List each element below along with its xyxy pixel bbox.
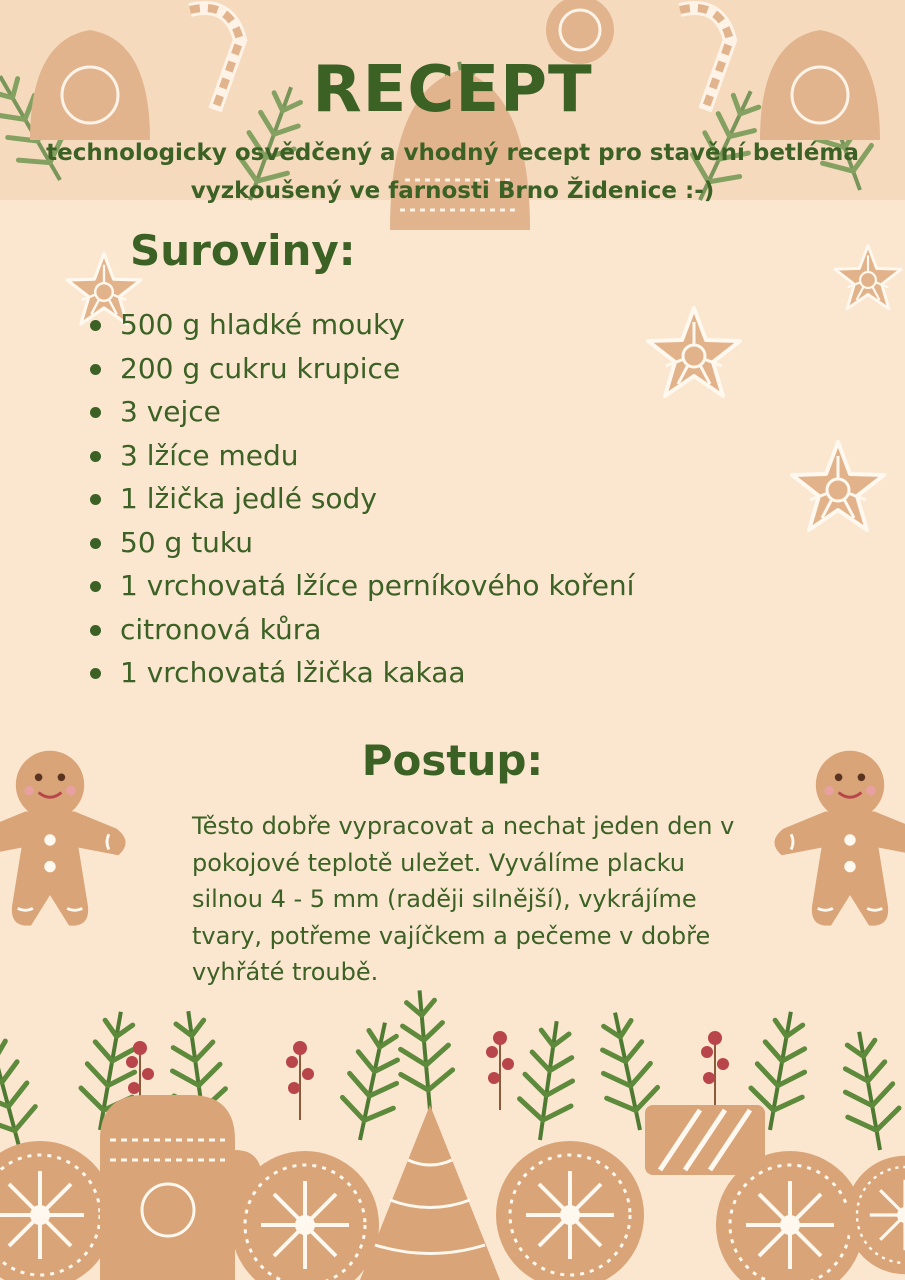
ingredient-text: 3 lžíce medu — [120, 438, 299, 472]
bullet-icon — [90, 625, 101, 636]
ingredient-text: 200 g cukru krupice — [120, 351, 401, 385]
ingredient-text: 500 g hladké mouky — [120, 308, 405, 341]
star-cookie-icon — [792, 442, 884, 530]
bottom-cookie-border-decoration — [0, 988, 905, 1280]
page-subtitle: technologicky osvědčený a vhodný recept pro stavění betléma vyzkoušený ve farnosti Brno Židenice :-) — [46, 140, 859, 204]
list-item — [90, 390, 634, 434]
list-item — [90, 521, 634, 565]
procedure-heading: Postup: — [361, 736, 544, 785]
page-title: RECEPT — [312, 53, 593, 127]
bullet-icon — [90, 407, 101, 418]
bullet-icon — [90, 581, 101, 592]
ingredient-text: 1 vrchovatá lžička kakaa — [120, 656, 466, 689]
ingredient-text: 3 vejce — [120, 395, 221, 428]
ingredient-text: 1 vrchovatá lžíce perníkového koření — [120, 569, 635, 602]
bullet-icon — [90, 451, 101, 462]
star-cookie-icon — [648, 308, 740, 396]
procedure-text: Těsto dobře vypracovat a nechat jeden den v pokojové teplotě uležet. Vyválíme placku silnou 4 - 5 mm (raději silnější), vykrájíme tvary, potřeme vajíčkem a pečeme v dobře vyhřáté troubě. — [192, 812, 735, 986]
bullet-icon — [90, 668, 101, 679]
bullet-icon — [90, 320, 101, 331]
list-item — [90, 651, 634, 695]
star-cookie-icon — [835, 245, 901, 308]
ingredient-text: 50 g tuku — [120, 525, 254, 559]
ingredient-text: citronová kůra — [120, 612, 322, 646]
bullet-icon — [90, 538, 101, 549]
list-item — [90, 303, 634, 347]
list-item — [90, 564, 634, 608]
ingredients-list — [90, 303, 634, 695]
ingredient-text: 1 lžička jedlé sody — [120, 482, 377, 515]
bullet-icon — [90, 364, 101, 375]
list-item — [90, 608, 634, 652]
bullet-icon — [90, 494, 101, 505]
list-item — [90, 347, 634, 391]
list-item — [90, 477, 634, 521]
list-item — [90, 434, 634, 478]
ingredients-heading: Suroviny: — [130, 226, 356, 275]
